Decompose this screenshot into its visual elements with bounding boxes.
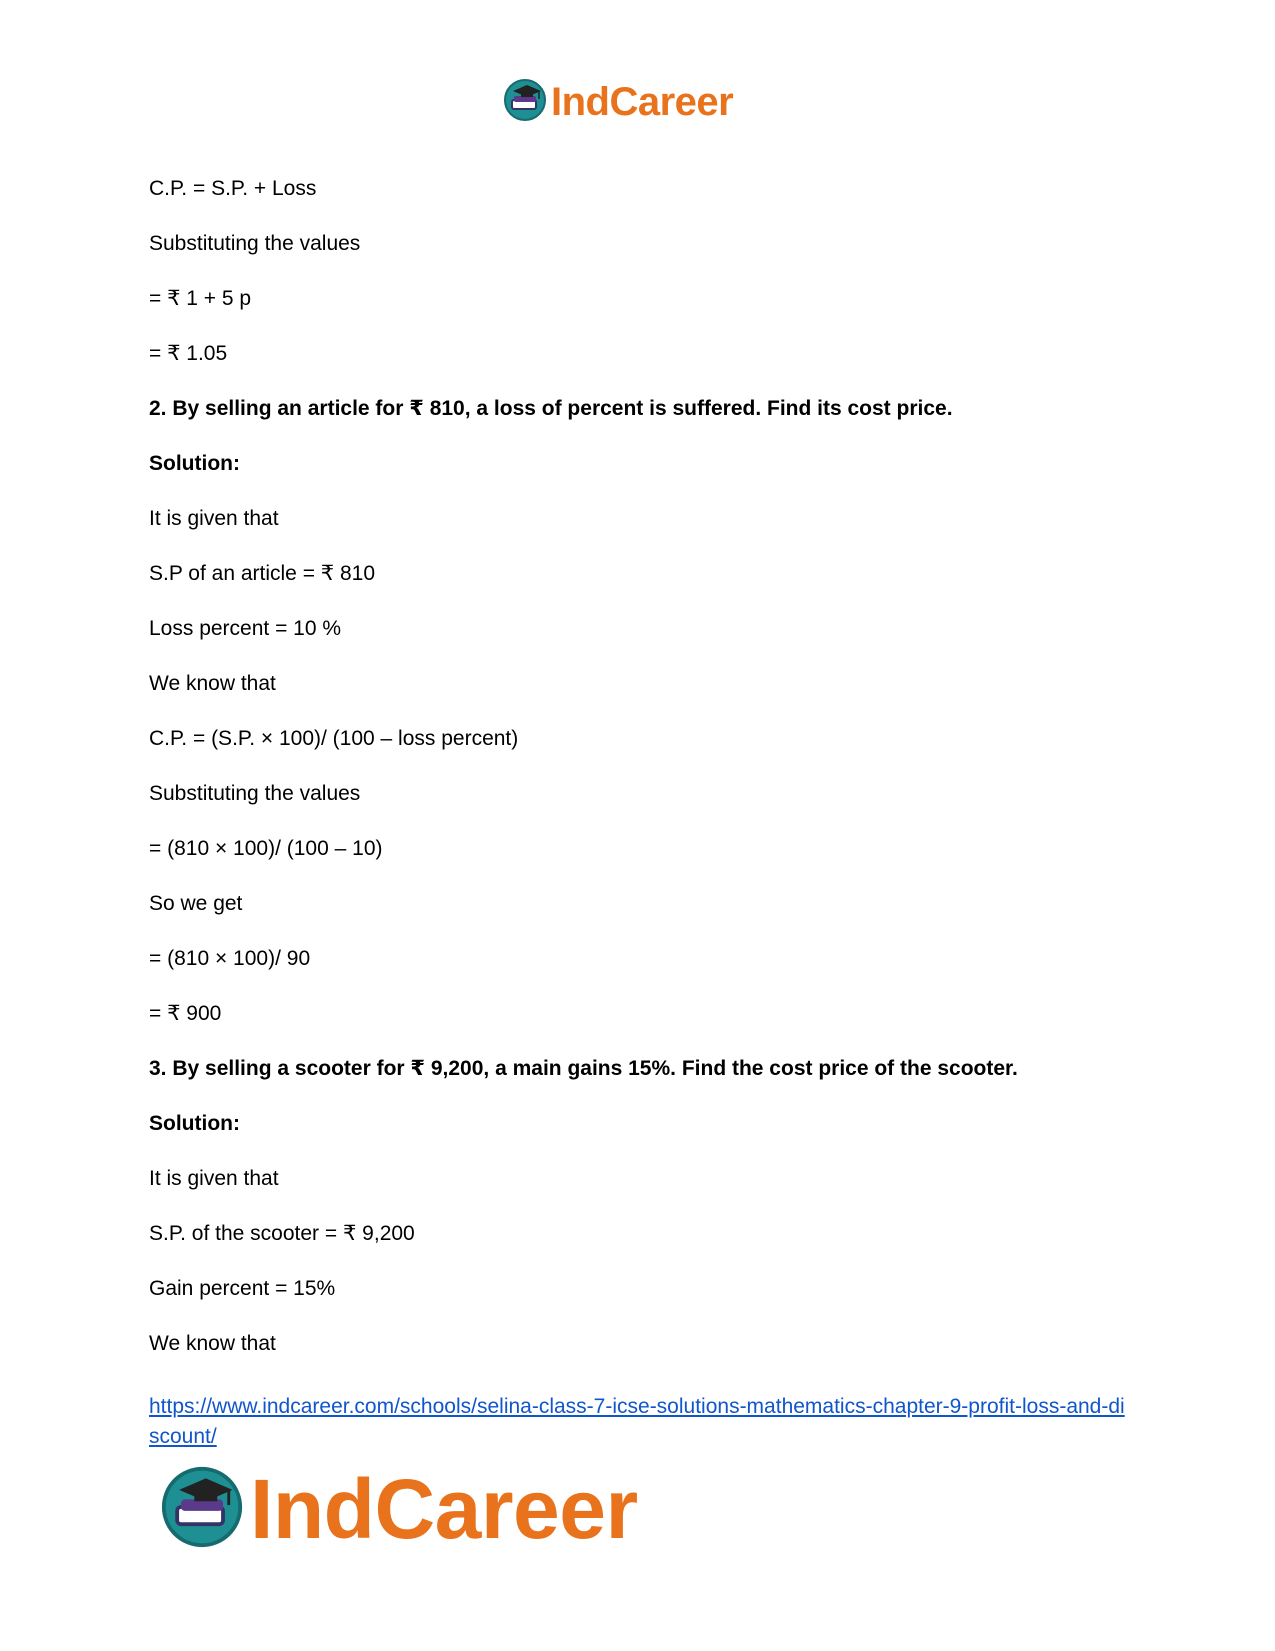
text-line: Substituting the values <box>149 232 361 255</box>
solution-label: Solution: <box>149 452 240 475</box>
text-line: It is given that <box>149 507 279 530</box>
text-line: Loss percent = 10 % <box>149 617 342 640</box>
text-line: We know that <box>149 672 276 695</box>
text-line: = (810 × 100)/ 90 <box>149 947 311 970</box>
graduation-book-icon <box>503 78 547 127</box>
text-line: = ₹ 1 + 5 p <box>149 287 252 310</box>
text-line: Gain percent = 15% <box>149 1277 336 1300</box>
text-line: We know that <box>149 1332 276 1355</box>
text-line: S.P of an article = ₹ 810 <box>149 562 376 585</box>
header-logo <box>503 80 733 124</box>
text-line: S.P. of the scooter = ₹ 9,200 <box>149 1222 415 1245</box>
logo-wordmark: IndCareer <box>551 80 734 124</box>
text-line: = ₹ 1.05 <box>149 342 228 365</box>
text-line: = (810 × 100)/ (100 – 10) <box>149 837 383 860</box>
text-line: So we get <box>149 892 243 915</box>
footer-logo <box>160 1464 638 1554</box>
text-line: C.P. = (S.P. × 100)/ (100 – loss percent) <box>149 727 519 750</box>
question-2-heading: 2. By selling an article for ₹ 810, a loss of percent is suffered. Find its cost price. <box>149 397 953 420</box>
text-line: = ₹ 900 <box>149 1002 222 1025</box>
source-link[interactable]: https://www.indcareer.com/schools/selina-class-7-icse-solutions-mathematics-chapter-9-profit-loss-and-discount/ <box>149 1395 1125 1448</box>
text-line: C.P. = S.P. + Loss <box>149 177 317 200</box>
graduation-book-icon <box>160 1465 244 1554</box>
question-3-heading: 3. By selling a scooter for ₹ 9,200, a main gains 15%. Find the cost price of the scooter. <box>149 1057 1018 1080</box>
text-line: Substituting the values <box>149 782 361 805</box>
document-body <box>149 177 1129 1387</box>
text-line: It is given that <box>149 1167 279 1190</box>
solution-label: Solution: <box>149 1112 240 1135</box>
logo-wordmark: IndCareer <box>250 1462 638 1556</box>
